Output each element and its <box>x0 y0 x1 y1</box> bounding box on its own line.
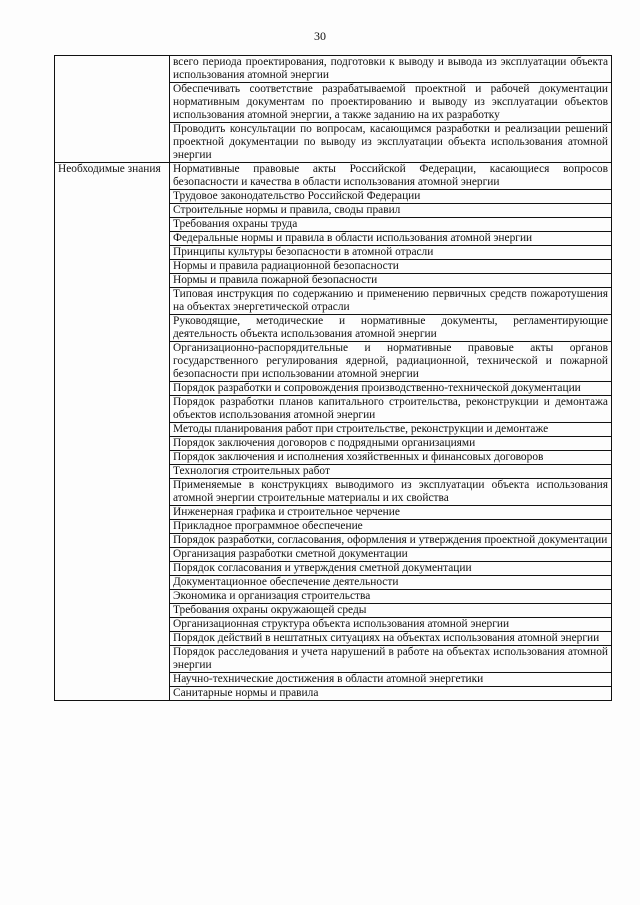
requirements-table <box>54 55 612 701</box>
knowledge-item <box>170 618 612 632</box>
knowledge-item <box>170 232 612 246</box>
knowledge-item <box>170 260 612 274</box>
knowledge-item <box>170 590 612 604</box>
knowledge-item-text: Нормы и правила пожарной безопасности <box>173 274 378 286</box>
knowledge-item-text: Нормативные правовые акты Российской Федерации, касающиеся вопросов безопасности и качества в области использования атомной энергии <box>173 163 608 188</box>
knowledge-item-text: Организационная структура объекта использования атомной энергии <box>173 618 510 630</box>
knowledge-item <box>170 687 612 701</box>
knowledge-item <box>170 465 612 479</box>
knowledge-item <box>170 190 612 204</box>
knowledge-item-text: Порядок согласования и утверждения сметной документации <box>173 562 472 574</box>
knowledge-item-text: Методы планирования работ при строительстве, реконструкции и демонтаже <box>173 423 549 435</box>
knowledge-item-text: Организация разработки сметной документации <box>173 548 408 560</box>
knowledge-item <box>170 315 612 342</box>
ability-item <box>170 123 612 163</box>
knowledge-item <box>170 632 612 646</box>
knowledge-item <box>170 204 612 218</box>
knowledge-item <box>170 604 612 618</box>
knowledge-item-text: Требования охраны окружающей среды <box>173 604 367 616</box>
knowledge-item-text: Нормы и правила радиационной безопасности <box>173 260 399 272</box>
knowledge-item-text: Руководящие, методические и нормативные документы, регламентирующие деятельность объекта использования атомной энергии <box>173 315 608 340</box>
knowledge-item-text: Порядок заключения и исполнения хозяйственных и финансовых договоров <box>173 451 544 463</box>
knowledge-item <box>170 479 612 506</box>
knowledge-item-text: Научно-технические достижения в области атомной энергетики <box>173 673 484 685</box>
knowledge-item-text: Порядок разработки и сопровождения производственно-технической документации <box>173 382 581 394</box>
knowledge-item <box>170 576 612 590</box>
ability-item-text: всего периода проектирования, подготовки к выводу и вывода из эксплуатации объекта использования атомной энергии <box>173 56 608 81</box>
knowledge-item <box>170 548 612 562</box>
knowledge-item-text: Федеральные нормы и правила в области использования атомной энергии <box>173 232 533 244</box>
knowledge-item-text: Технология строительных работ <box>173 465 330 477</box>
ability-item <box>170 56 612 83</box>
knowledge-item-text: Организационно-распорядительные и нормативные правовые акты органов государственного регулирования ядерной, радиационной, технической и пожарной безопасности при использовании атомной энергии <box>173 342 608 380</box>
knowledge-item-text: Трудовое законодательство Российской Федерации <box>173 190 421 202</box>
knowledge-item-text: Санитарные нормы и правила <box>173 687 319 699</box>
knowledge-item <box>170 562 612 576</box>
knowledge-item-text: Применяемые в конструкциях выводимого из эксплуатации объекта использования атомной энергии строительные материалы и их свойства <box>173 479 608 504</box>
knowledge-item <box>170 246 612 260</box>
requirements-table-body <box>55 56 612 701</box>
knowledge-item <box>170 646 612 673</box>
knowledge-item <box>170 673 612 687</box>
knowledge-item <box>170 274 612 288</box>
knowledge-item-text: Экономика и организация строительства <box>173 590 371 602</box>
knowledge-label-cell <box>55 163 170 701</box>
knowledge-item <box>170 288 612 315</box>
knowledge-item <box>170 342 612 382</box>
table-row <box>55 163 612 190</box>
knowledge-item <box>170 520 612 534</box>
empty-label-cell <box>55 56 170 163</box>
knowledge-item <box>170 382 612 396</box>
knowledge-label: Необходимые знания <box>58 163 161 175</box>
knowledge-item <box>170 218 612 232</box>
knowledge-item <box>170 396 612 423</box>
ability-item-text: Проводить консультации по вопросам, касающимся разработки и реализации решений проектной документации по выводу из эксплуатации объекта использования атомной энергии <box>173 123 608 161</box>
knowledge-item-text: Порядок разработки, согласования, оформления и утверждения проектной документации <box>173 534 608 546</box>
knowledge-item-text: Документационное обеспечение деятельности <box>173 576 399 588</box>
knowledge-item-text: Порядок заключения договоров с подрядными организациями <box>173 437 476 449</box>
knowledge-item-text: Прикладное программное обеспечение <box>173 520 363 532</box>
knowledge-item <box>170 423 612 437</box>
knowledge-item <box>170 534 612 548</box>
knowledge-item-text: Инженерная графика и строительное черчение <box>173 506 400 518</box>
knowledge-item <box>170 437 612 451</box>
knowledge-item-text: Строительные нормы и правила, своды правил <box>173 204 401 216</box>
knowledge-item <box>170 451 612 465</box>
knowledge-item-text: Порядок расследования и учета нарушений в работе на объектах использования атомной энергии <box>173 646 608 671</box>
ability-item <box>170 83 612 123</box>
table-row <box>55 56 612 83</box>
knowledge-item-text: Типовая инструкция по содержанию и применению первичных средств пожаротушения на объектах энергетической отрасли <box>173 288 608 313</box>
knowledge-item-text: Порядок разработки планов капитального строительства, реконструкции и демонтажа объектов использования атомной энергии <box>173 396 608 421</box>
knowledge-item <box>170 163 612 190</box>
page-number: 30 <box>314 29 326 43</box>
knowledge-item-text: Порядок действий в нештатных ситуациях на объектах использования атомной энергии <box>173 632 600 644</box>
knowledge-item-text: Требования охраны труда <box>173 218 298 230</box>
knowledge-item <box>170 506 612 520</box>
knowledge-item-text: Принципы культуры безопасности в атомной отрасли <box>173 246 434 258</box>
ability-item-text: Обеспечивать соответствие разрабатываемой проектной и рабочей документации нормативным документам по проектированию и выводу из эксплуатации объектов использования атомной энергии, а также заданию на их разработку <box>173 83 608 121</box>
